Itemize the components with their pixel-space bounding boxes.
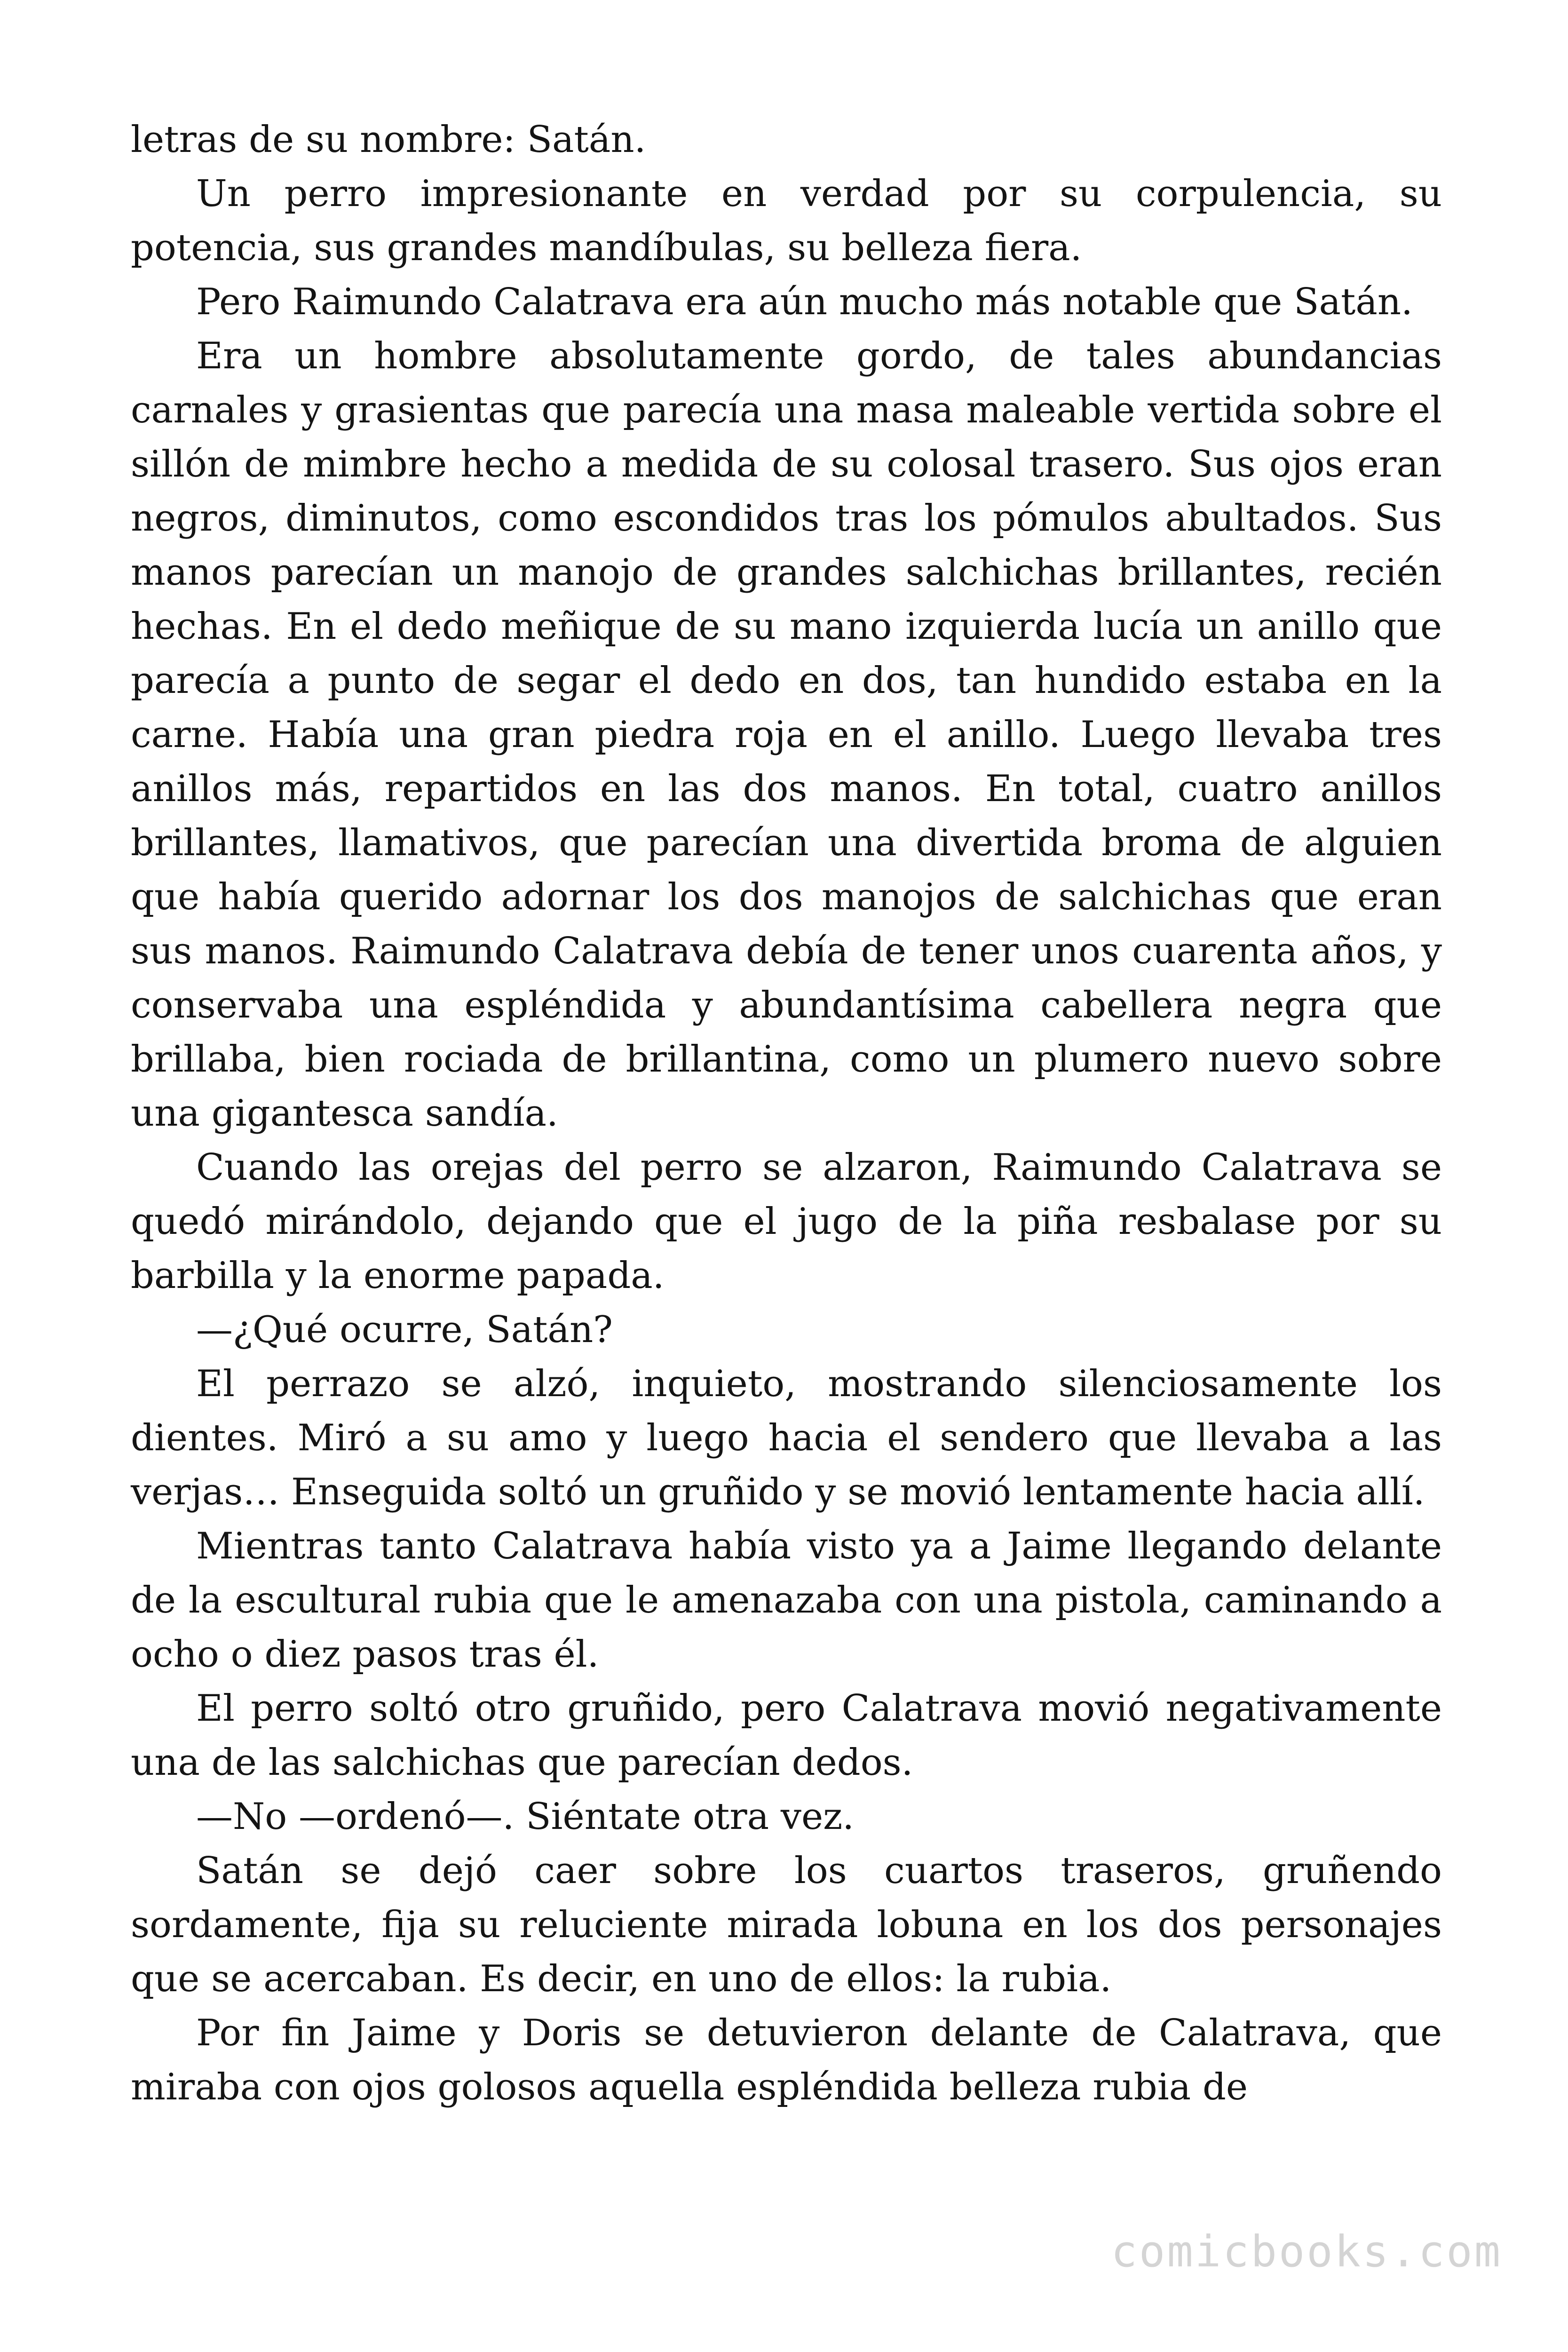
paragraph-9: El perro soltó otro gruñido, pero Calatrava movió negativamente una de las salchichas que parecían dedos. [131, 1687, 1442, 1784]
paragraph-11: Satán se dejó caer sobre los cuartos traseros, gruñendo sordamente, fija su reluciente mirada lobuna en los dos personajes que se acercaban. Es decir, en uno de ellos: la rubia. [131, 1850, 1442, 2000]
body-text [131, 113, 1442, 2114]
paragraph-1: letras de su nombre: Satán. [131, 119, 646, 161]
paragraph-4: Era un hombre absolutamente gordo, de tales abundancias carnales y grasientas que parecía una masa maleable vertida sobre el sillón de mimbre hecho a medida de su colosal trasero. Sus ojos eran negros, diminutos, como escondidos tras los pómulos abultados. Sus manos parecían un manojo de grandes salchichas brillantes, recién hechas. En el dedo meñique de su mano izquierda lucía un anillo que parecía a punto de segar el dedo en dos, tan hundido estaba en la carne. Había una gran piedra roja en el anillo. Luego llevaba tres anillos más, repartidos en las dos manos. En total, cuatro anillos brillantes, llamativos, que parecían una divertida broma de alguien que había querido adornar los dos manojos de salchichas que eran sus manos. Raimundo Calatrava debía de tener unos cuarenta años, y conservaba una espléndida y abundantísima cabellera negra que brillaba, bien rociada de brillantina, como un plumero nuevo sobre una gigantesca sandía. [131, 335, 1442, 1135]
paragraph-3: Pero Raimundo Calatrava era aún mucho más notable que Satán. [196, 281, 1413, 323]
paragraph-6-dialogue: —¿Qué ocurre, Satán? [196, 1309, 613, 1351]
paragraph-2: Un perro impresionante en verdad por su corpulencia, su potencia, sus grandes mandíbulas, su belleza fiera. [131, 173, 1442, 269]
paragraph-10-dialogue: —No —ordenó—. Siéntate otra vez. [196, 1796, 855, 1838]
watermark-text: comicbooks.com [1111, 2226, 1502, 2277]
paragraph-12: Por fin Jaime y Doris se detuvieron delante de Calatrava, que miraba con ojos golosos aquella espléndida belleza rubia de [131, 2012, 1442, 2108]
paragraph-8: Mientras tanto Calatrava había visto ya a Jaime llegando delante de la escultural rubia que le amenazaba con una pistola, caminando a ocho o diez pasos tras él. [131, 1525, 1442, 1676]
paragraph-5: Cuando las orejas del perro se alzaron, Raimundo Calatrava se quedó mirándolo, dejando que el jugo de la piña resbalase por su barbilla y la enorme papada. [131, 1146, 1442, 1297]
paragraph-7: El perrazo se alzó, inquieto, mostrando silenciosamente los dientes. Miró a su amo y luego hacia el sendero que llevaba a las verjas… Enseguida soltó un gruñido y se movió lentamente hacia allí. [131, 1363, 1442, 1513]
